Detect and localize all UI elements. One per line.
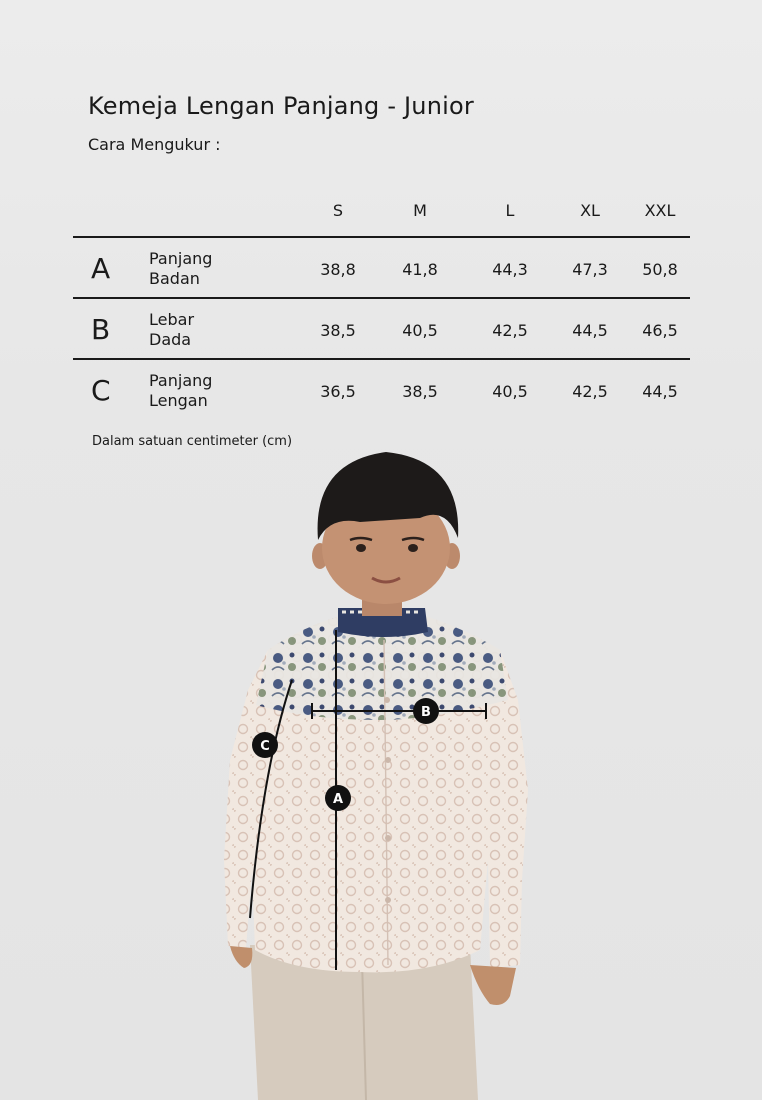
- size-header-xxl: XXL: [644, 201, 676, 220]
- table-cell: 38,5: [320, 321, 356, 340]
- page-title: Kemeja Lengan Panjang - Junior: [88, 92, 474, 120]
- row-label: [149, 310, 259, 350]
- table-cell: 36,5: [320, 382, 356, 401]
- size-header-xl: XL: [580, 201, 600, 220]
- marker-b-label: B: [421, 705, 431, 720]
- row-letter: A: [91, 252, 111, 285]
- marker-b: [413, 698, 439, 724]
- marker-c: [252, 732, 278, 758]
- table-cell: 47,3: [572, 260, 608, 279]
- table-cell: 38,8: [320, 260, 356, 279]
- measure-instructions-label: Cara Mengukur :: [88, 135, 221, 154]
- marker-c-label: C: [260, 739, 270, 754]
- unit-note: Dalam satuan centimeter (cm): [92, 434, 293, 449]
- model-photo: [0, 440, 762, 1100]
- table-cell: 42,5: [572, 382, 608, 401]
- marker-a-label: A: [332, 792, 344, 807]
- row-label-line: Dada: [149, 330, 192, 349]
- head: [312, 452, 460, 616]
- row-label-line: Lebar: [149, 310, 195, 329]
- size-header-s: S: [332, 201, 344, 220]
- table-cell: 41,8: [402, 260, 438, 279]
- row-label: [149, 371, 259, 411]
- table-cell: 50,8: [642, 260, 678, 279]
- marker-a: [325, 785, 351, 811]
- table-cell: 46,5: [642, 321, 678, 340]
- table-cell: 38,5: [402, 382, 438, 401]
- row-label-line: Lengan: [149, 391, 208, 410]
- size-header-l: L: [505, 201, 515, 220]
- table-cell: 44,5: [642, 382, 678, 401]
- table-cell: 42,5: [492, 321, 528, 340]
- row-label-line: Badan: [149, 269, 200, 288]
- table-row: [73, 238, 690, 299]
- shirt: [224, 608, 528, 972]
- row-label: [149, 249, 259, 289]
- table-cell: 40,5: [492, 382, 528, 401]
- table-row: [73, 360, 690, 419]
- row-letter: C: [91, 374, 111, 407]
- row-letter: B: [91, 313, 111, 346]
- table-cell: 40,5: [402, 321, 438, 340]
- row-label-line: Panjang: [149, 371, 213, 390]
- size-header-m: M: [413, 201, 427, 220]
- size-table: [73, 196, 690, 419]
- table-cell: 44,3: [492, 260, 528, 279]
- size-table-header: [73, 196, 690, 238]
- table-cell: 44,5: [572, 321, 608, 340]
- table-row: [73, 299, 690, 360]
- row-label-line: Panjang: [149, 249, 213, 268]
